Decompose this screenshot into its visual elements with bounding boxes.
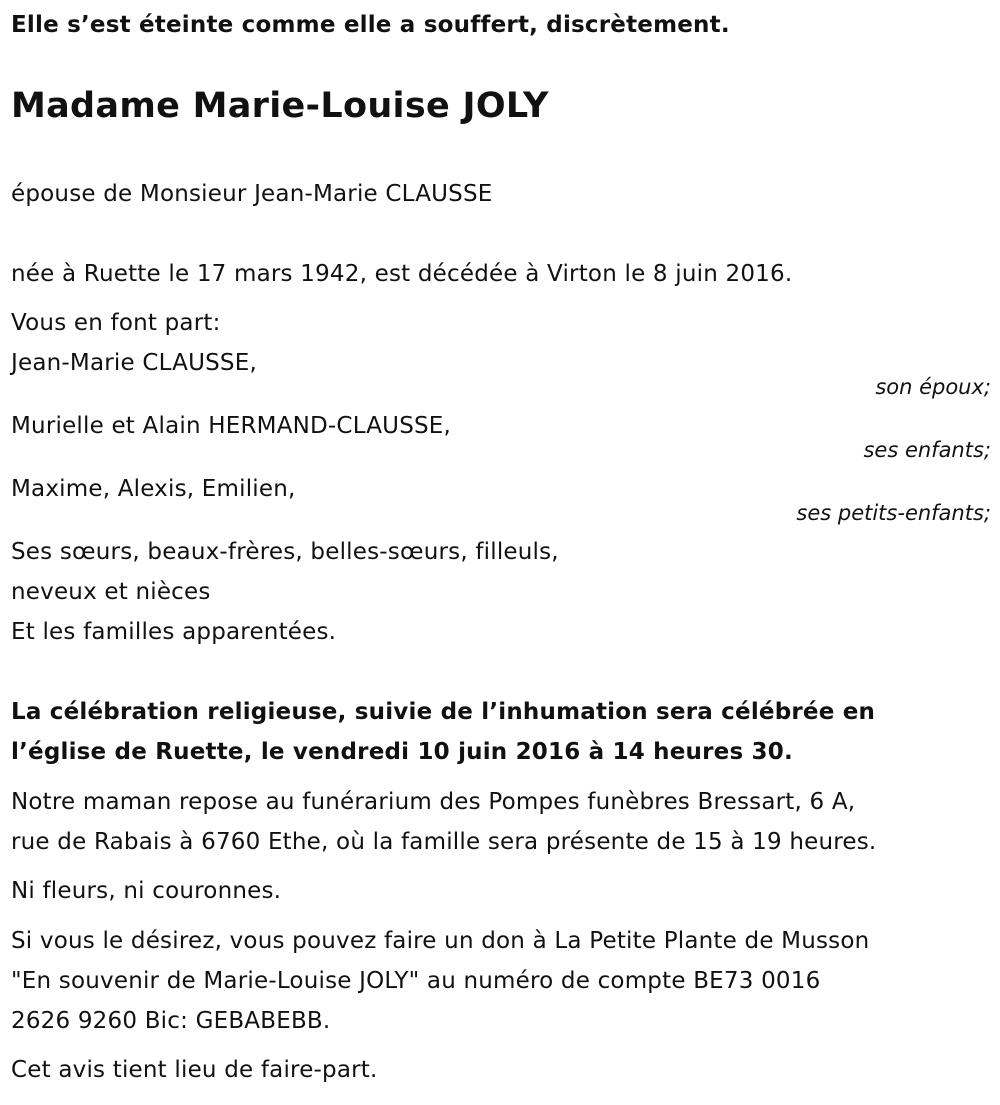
intro-line: Elle s’est éteinte comme elle a souffert, discrètement. bbox=[11, 12, 730, 38]
extended-family-line-1: Ses sœurs, beaux-frères, belles-sœurs, filleuls, bbox=[11, 539, 559, 565]
birth-death-line: née à Ruette le 17 mars 1942, est décédée à Virton le 8 juin 2016. bbox=[11, 261, 793, 287]
visitation-line-1: Notre maman repose au funérarium des Pompes funèbres Bressart, 6 A, bbox=[11, 789, 856, 815]
family-role-grandchildren: ses petits-enfants; bbox=[796, 501, 991, 525]
donation-line-1: Si vous le désirez, vous pouvez faire un don à La Petite Plante de Musson bbox=[11, 928, 870, 954]
visitation-line-2: rue de Rabais à 6760 Ethe, où la famille sera présente de 15 à 19 heures. bbox=[11, 829, 877, 855]
deceased-name: Madame Marie-Louise JOLY bbox=[11, 86, 549, 126]
family-role-spouse: son époux; bbox=[875, 375, 991, 399]
family-role-children: ses enfants; bbox=[863, 438, 991, 462]
spouse-line: épouse de Monsieur Jean-Marie CLAUSSE bbox=[11, 181, 493, 207]
no-flowers-line: Ni fleurs, ni couronnes. bbox=[11, 878, 282, 904]
donation-line-3: 2626 9260 Bic: GEBABEBB. bbox=[11, 1008, 331, 1034]
extended-family-line-3: Et les familles apparentées. bbox=[11, 619, 337, 645]
extended-family-line-2: neveux et nièces bbox=[11, 579, 211, 605]
donation-line-2: "En souvenir de Marie-Louise JOLY" au numéro de compte BE73 0016 bbox=[11, 968, 821, 994]
ceremony-line-1: La célébration religieuse, suivie de l’inhumation sera célébrée en bbox=[11, 699, 876, 725]
announcement-intro: Vous en font part: bbox=[11, 310, 221, 336]
ceremony-line-2: l’église de Ruette, le vendredi 10 juin 2016 à 14 heures 30. bbox=[11, 739, 793, 765]
family-names-spouse: Jean-Marie CLAUSSE, bbox=[11, 350, 257, 376]
closing-line: Cet avis tient lieu de faire-part. bbox=[11, 1057, 378, 1083]
family-names-grandchildren: Maxime, Alexis, Emilien, bbox=[11, 476, 296, 502]
family-names-children: Murielle et Alain HERMAND-CLAUSSE, bbox=[11, 413, 452, 439]
